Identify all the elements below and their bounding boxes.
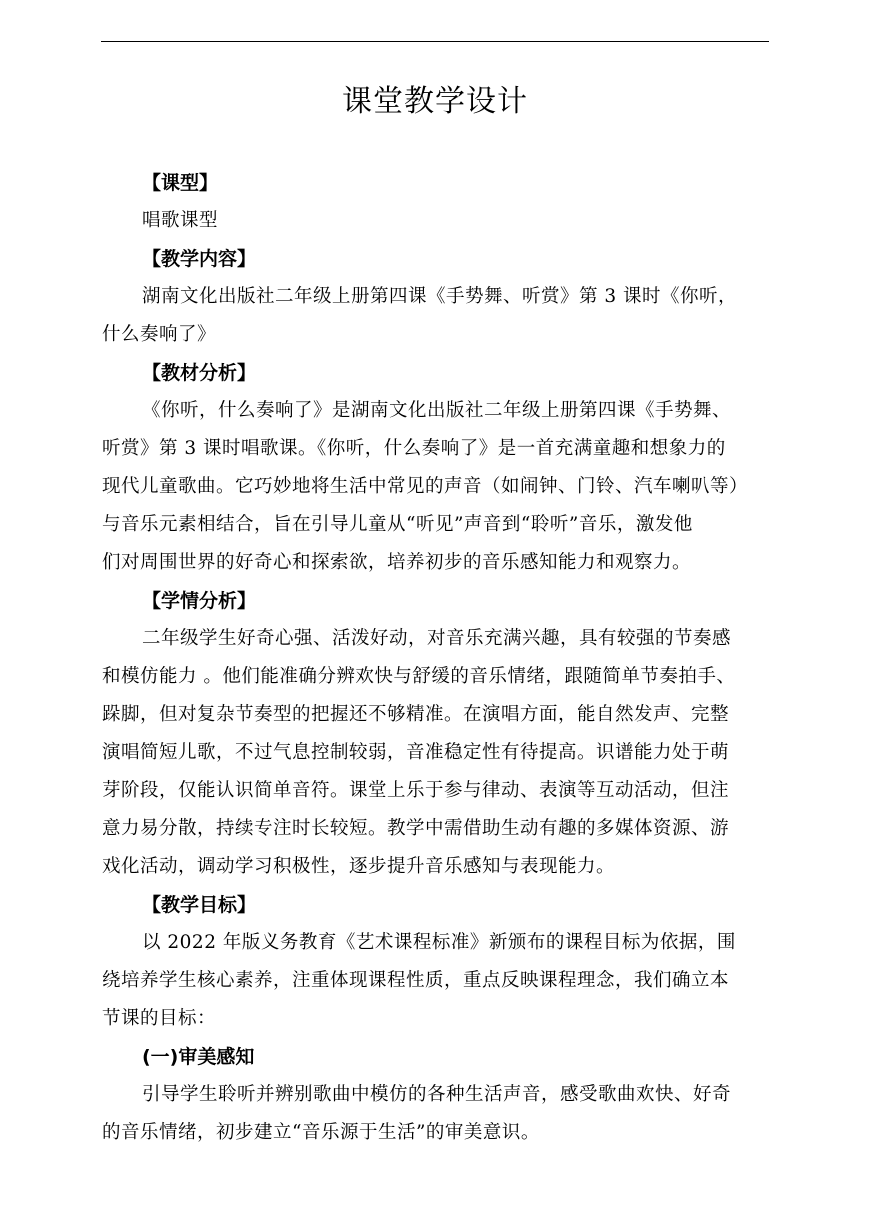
paragraph-line: 现代儿童歌曲。它巧妙地将生活中常见的声音（如闹钟、门铃、汽车喇叭等） <box>102 476 749 497</box>
paragraph-line: 《你听，什么奏响了》是湖南文化出版社二年级上册第四课《手势舞、 <box>142 400 732 421</box>
paragraph-line: 戏化活动，调动学习积极性，逐步提升音乐感知与表现能力。 <box>102 856 616 877</box>
document-body <box>102 164 770 1152</box>
paragraph-line: 意力易分散，持续专注时长较短。教学中需借助生动有趣的多媒体资源、游 <box>102 818 730 839</box>
paragraph-line: 节课的目标： <box>102 1008 217 1029</box>
heading-teaching-objectives: 【教学目标】 <box>142 894 257 916</box>
paragraph-line: 听赏》第 3 课时唱歌课。《你听，什么奏响了》是一首充满童趣和想象力的 <box>102 438 726 459</box>
paragraph-line: 与音乐元素相结合，旨在引导儿童从“听见”声音到“聆听”音乐，激发他 <box>102 514 693 535</box>
paragraph-line: 跺脚，但对复杂节奏型的把握还不够精准。在演唱方面，能自然发声、完整 <box>102 704 730 725</box>
paragraph-line: 绕培养学生核心素养，注重体现课程性质，重点反映课程理念，我们确立本 <box>102 970 730 991</box>
header-rule <box>101 41 769 42</box>
paragraph-line: 湖南文化出版社二年级上册第四课《手势舞、听赏》第 3 课时《你听， <box>142 286 738 307</box>
paragraph-material-analysis <box>102 392 770 582</box>
paragraph-line: 什么奏响了》 <box>102 324 217 345</box>
paragraph-line: 和模仿能力 。他们能准确分辨欢快与舒缓的音乐情绪，跟随简单节奏拍手、 <box>102 666 736 687</box>
subheading-aesthetic-perception: (一)审美感知 <box>142 1046 255 1068</box>
document-title: 课堂教学设计 <box>342 84 528 119</box>
paragraph-lesson-type <box>102 202 770 240</box>
heading-material-analysis: 【教材分析】 <box>142 362 257 384</box>
paragraph-student-analysis <box>102 620 770 886</box>
paragraph-line: 演唱简短儿歌，不过气息控制较弱，音准稳定性有待提高。识谱能力处于萌 <box>102 742 730 763</box>
paragraph-aesthetic-perception <box>102 1076 770 1152</box>
paragraph-line: 们对周围世界的好奇心和探索欲，培养初步的音乐感知能力和观察力。 <box>102 552 692 573</box>
paragraph-line: 唱歌课型 <box>142 210 219 231</box>
heading-lesson-type: 【课型】 <box>142 172 219 194</box>
paragraph-line: 芽阶段，仅能认识简单音符。课堂上乐于参与律动、表演等互动活动，但注 <box>102 780 730 801</box>
paragraph-line: 的音乐情绪，初步建立“音乐源于生活”的审美意识。 <box>102 1122 540 1143</box>
heading-teaching-content: 【教学内容】 <box>142 248 257 270</box>
paragraph-line: 引导学生聆听并辨别歌曲中模仿的各种生活声音，感受歌曲欢快、好奇 <box>142 1084 732 1105</box>
paragraph-line: 以 2022 年版义务教育《艺术课程标准》新颁布的课程目标为依据，围 <box>142 932 736 953</box>
heading-student-analysis: 【学情分析】 <box>142 590 257 612</box>
paragraph-teaching-objectives <box>102 924 770 1038</box>
paragraph-line: 二年级学生好奇心强、活泼好动，对音乐充满兴趣，具有较强的节奏感 <box>142 628 732 649</box>
paragraph-teaching-content <box>102 278 770 354</box>
